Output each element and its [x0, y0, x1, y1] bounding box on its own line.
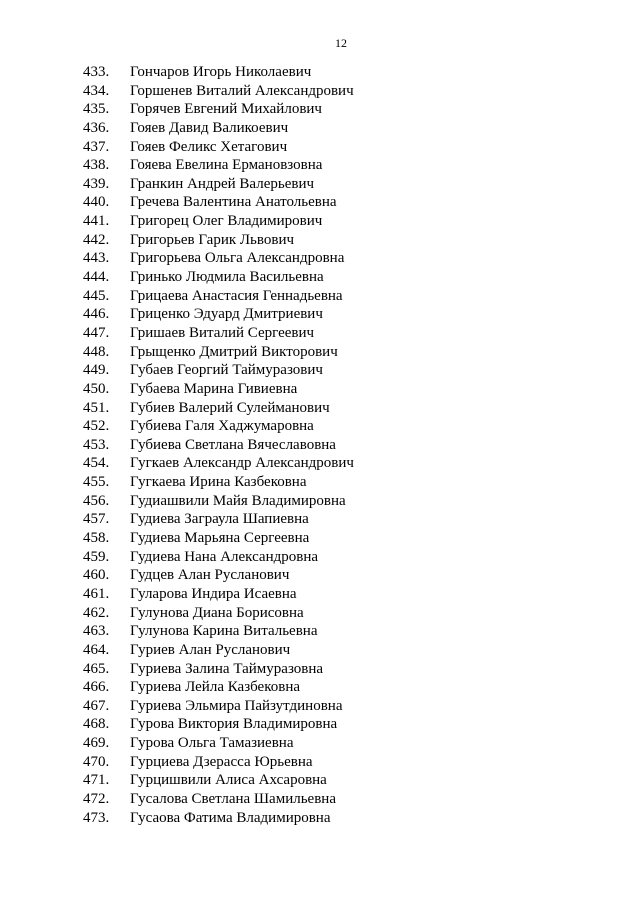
entry-name: Гудиева Марьяна Сергеевна	[130, 530, 310, 547]
entry-name: Гранкин Андрей Валерьевич	[130, 175, 315, 192]
entry-name: Гулунова Диана Борисовна	[130, 604, 304, 621]
entry-name: Гугкаева Ирина Казбековна	[130, 474, 307, 491]
entry-name: Гояева Евелина Ермановзовна	[130, 157, 323, 174]
entry-name: Гугкаев Александр Александрович	[130, 455, 354, 472]
entry-number: 455.	[83, 474, 110, 491]
entry-number: 459.	[83, 548, 110, 565]
entry-name: Гудиева Заграула Шапиевна	[130, 511, 309, 528]
entry-number: 463.	[83, 623, 110, 640]
entry-name: Гришаев Виталий Сергеевич	[130, 324, 315, 341]
entry-name: Горшенев Виталий Александрович	[130, 82, 354, 99]
entry-name: Гурциева Дзерасса Юрьевна	[130, 753, 313, 770]
entry-name: Гончаров Игорь Николаевич	[130, 64, 312, 80]
entry-number: 464.	[83, 641, 110, 658]
entry-number: 449.	[83, 362, 110, 379]
entry-number: 461.	[83, 585, 110, 602]
entry-number: 469.	[83, 735, 110, 752]
entry-name: Гудиашвили Майя Владимировна	[130, 492, 346, 509]
entry-number: 457.	[83, 511, 110, 528]
entry-number: 460.	[83, 567, 110, 584]
entry-name: Гулунова Карина Витальевна	[130, 623, 318, 640]
entry-number: 441.	[83, 213, 110, 230]
entry-name: Гриценко Эдуард Дмитриевич	[130, 306, 323, 323]
entry-name: Гусалова Светлана Шамильевна	[130, 790, 336, 807]
entry-name: Губаев Георгий Таймуразович	[130, 362, 323, 379]
entry-number: 465.	[83, 660, 110, 677]
entry-number: 433.	[83, 64, 110, 80]
entry-name: Грицаева Анастасия Геннадьевна	[130, 287, 343, 304]
entry-name: Губиева Галя Хаджумаровна	[130, 418, 314, 435]
entry-number: 435.	[83, 101, 110, 118]
entry-name: Гуларова Индира Исаевна	[130, 585, 297, 602]
entry-name: Губиев Валерий Сулейманович	[130, 399, 330, 416]
entry-number: 452.	[83, 418, 110, 435]
entry-number: 436.	[83, 119, 110, 136]
entry-number: 456.	[83, 492, 110, 509]
entry-name: Губиева Светлана Вячеславовна	[130, 436, 336, 453]
entry-name: Гуриев Алан Русланович	[130, 641, 291, 658]
entry-name: Гурова Ольга Тамазиевна	[130, 735, 294, 752]
entry-name: Григорьев Гарик Львович	[130, 231, 295, 248]
entry-number: 454.	[83, 455, 110, 472]
entry-name: Гудцев Алан Русланович	[130, 567, 290, 584]
entry-number: 470.	[83, 753, 110, 770]
entry-number: 473.	[83, 809, 110, 826]
entry-number: 462.	[83, 604, 110, 621]
entry-number: 446.	[83, 306, 110, 323]
entry-number: 443.	[83, 250, 110, 267]
entry-number: 438.	[83, 157, 110, 174]
entry-number: 437.	[83, 138, 110, 155]
entry-name: Гуриева Эльмира Пайзутдиновна	[130, 697, 343, 714]
entry-number: 471.	[83, 772, 110, 789]
entry-name: Губаева Марина Гивиевна	[130, 380, 298, 397]
entry-number: 458.	[83, 530, 110, 547]
entry-number: 450.	[83, 380, 110, 397]
entry-name: Григорец Олег Владимирович	[130, 213, 323, 230]
entry-number: 445.	[83, 287, 110, 304]
entry-name: Гусаова Фатима Владимировна	[130, 809, 331, 826]
entry-number: 448.	[83, 343, 110, 360]
entry-number: 447.	[83, 324, 110, 341]
entry-number: 472.	[83, 790, 110, 807]
entry-number: 453.	[83, 436, 110, 453]
entry-name: Гуриева Залина Таймуразовна	[130, 660, 324, 677]
entry-name: Гринько Людмила Васильевна	[130, 269, 324, 286]
entry-name: Гуриева Лейла Казбековна	[130, 679, 301, 696]
entry-name: Гурова Виктория Владимировна	[130, 716, 338, 733]
entry-name: Григорьева Ольга Александровна	[130, 250, 345, 267]
entry-name: Грыщенко Дмитрий Викторович	[130, 343, 338, 360]
entry-number: 440.	[83, 194, 110, 211]
entry-number: 467.	[83, 697, 110, 714]
entry-name: Гояев Феликс Хетагович	[130, 138, 288, 155]
entry-number: 434.	[83, 82, 110, 99]
entry-name: Гурцишвили Алиса Ахсаровна	[130, 772, 327, 789]
entry-name: Гречева Валентина Анатольевна	[130, 194, 337, 211]
entry-name: Горячев Евгений Михайлович	[130, 101, 322, 118]
entry-number: 451.	[83, 399, 110, 416]
entry-name: Гудиева Нана Александровна	[130, 548, 319, 565]
page-number: 12	[335, 36, 347, 50]
entry-number: 439.	[83, 175, 110, 192]
entry-number: 468.	[83, 716, 110, 733]
entry-name: Гояев Давид Валикоевич	[130, 119, 289, 136]
entry-number: 442.	[83, 231, 110, 248]
entry-number: 466.	[83, 679, 110, 696]
entry-number: 444.	[83, 269, 110, 286]
